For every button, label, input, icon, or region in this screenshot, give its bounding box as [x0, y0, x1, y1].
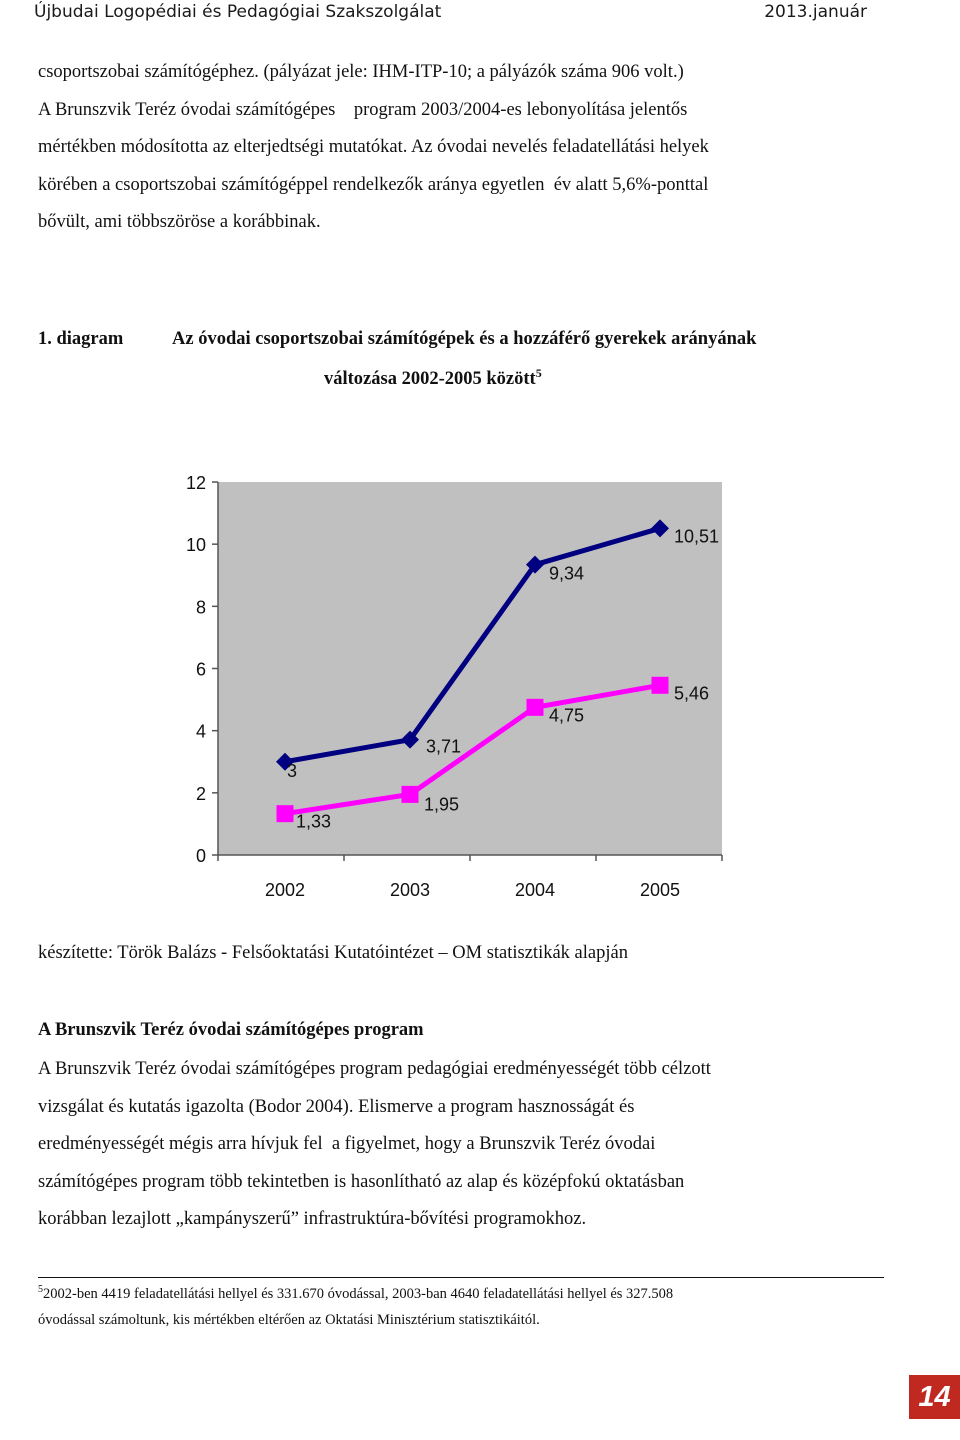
x-tick-label: 2004	[514, 880, 556, 900]
section-heading: A Brunszvik Teréz óvodai számítógépes program	[38, 1020, 424, 1040]
text-line: mértékben módosította az elterjedtségi mutatókat. Az óvodai nevelés feladatellátási helyek	[38, 137, 709, 158]
figure-title-line2	[324, 366, 542, 390]
y-tick-label: 0	[195, 846, 206, 866]
data-label: 3	[287, 760, 298, 781]
footnote-line1	[38, 1284, 898, 1303]
data-point	[402, 786, 419, 803]
page-number: 14	[909, 1375, 960, 1419]
header-organization: Újbudai Logopédiai és Pedagógiai Szakszolgálat	[34, 2, 442, 22]
text-line: csoportszobai számítógéphez. (pályázat jele: IHM-ITP-10; a pályázók száma 906 volt.)	[38, 62, 684, 82]
page-header	[0, 0, 960, 30]
plot-area	[218, 482, 722, 855]
data-label: 10,51	[674, 526, 720, 547]
data-label: 9,34	[549, 563, 585, 584]
y-tick-label: 4	[195, 721, 206, 742]
data-label: 3,71	[426, 736, 462, 757]
data-point	[652, 677, 669, 694]
text-line: körében a csoportszobai számítógéppel rendelkezők aránya egyetlen év alatt 5,6%-ponttal	[38, 174, 709, 195]
text-line: korábban lezajlott „kampányszerű” infrastruktúra-bővítési programokhoz.	[38, 1209, 587, 1230]
data-label: 1,33	[296, 811, 332, 832]
y-tick-label: 12	[185, 473, 206, 493]
figure-title-line1: Az óvodai csoportszobai számítógépek és a hozzáférő gyerekek arányának	[172, 329, 757, 349]
data-label: 1,95	[424, 794, 460, 815]
chart-credit: készítette: Török Balázs - Felsőoktatási Kutatóintézet – OM statisztikák alapján	[38, 943, 628, 963]
text-line: bővült, ami többszöröse a korábbinak.	[38, 212, 321, 233]
text-line: számítógépes program több tekintetben is hasonlítható az alap és középfokú oktatásban	[38, 1171, 685, 1192]
intro-paragraph	[38, 54, 870, 242]
y-tick-label: 10	[185, 535, 206, 556]
x-tick-label: 2003	[389, 880, 431, 900]
data-point	[277, 805, 294, 822]
plot-background	[218, 482, 722, 855]
header-date: 2013.január	[764, 2, 867, 22]
text-line: A Brunszvik Teréz óvodai számítógépes program pedagógiai eredményességét több célzott	[38, 1059, 711, 1079]
data-label: 5,46	[674, 683, 710, 704]
footnote-line2: óvodással számoltunk, kis mértékben eltérően az Oktatási Minisztérium statisztikáitól.	[38, 1312, 540, 1328]
x-tick-label: 2002	[264, 880, 306, 900]
x-tick-label: 2005	[639, 880, 681, 900]
section-paragraph	[38, 1051, 870, 1239]
y-tick-label: 6	[195, 659, 206, 680]
y-tick-label: 8	[195, 597, 206, 618]
text-line: A Brunszvik Teréz óvodai számítógépes program 2003/2004-es lebonyolítása jelentős	[38, 99, 688, 120]
text-line: eredményességét mégis arra hívjuk fel a figyelmet, hogy a Brunszvik Teréz óvodai	[38, 1134, 656, 1155]
figure-number: 1. diagram	[38, 329, 124, 349]
footnote-mark: 5	[38, 1284, 43, 1295]
footnote-text: 2002-ben 4419 feladatellátási hellyel és 331.670 óvodással, 2003-ban 4640 feladatellátási hellyel és 327.508	[43, 1285, 674, 1302]
data-label: 4,75	[549, 705, 585, 726]
data-point	[527, 699, 544, 716]
figure-title-text: változása 2002-2005 között	[324, 369, 536, 390]
y-tick-label: 2	[195, 783, 206, 804]
line-chart	[0, 440, 960, 920]
footnote-separator	[38, 1277, 884, 1278]
text-line: vizsgálat és kutatás igazolta (Bodor 2004). Elismerve a program hasznosságát és	[38, 1096, 635, 1117]
footnote-reference: 5	[535, 366, 542, 380]
